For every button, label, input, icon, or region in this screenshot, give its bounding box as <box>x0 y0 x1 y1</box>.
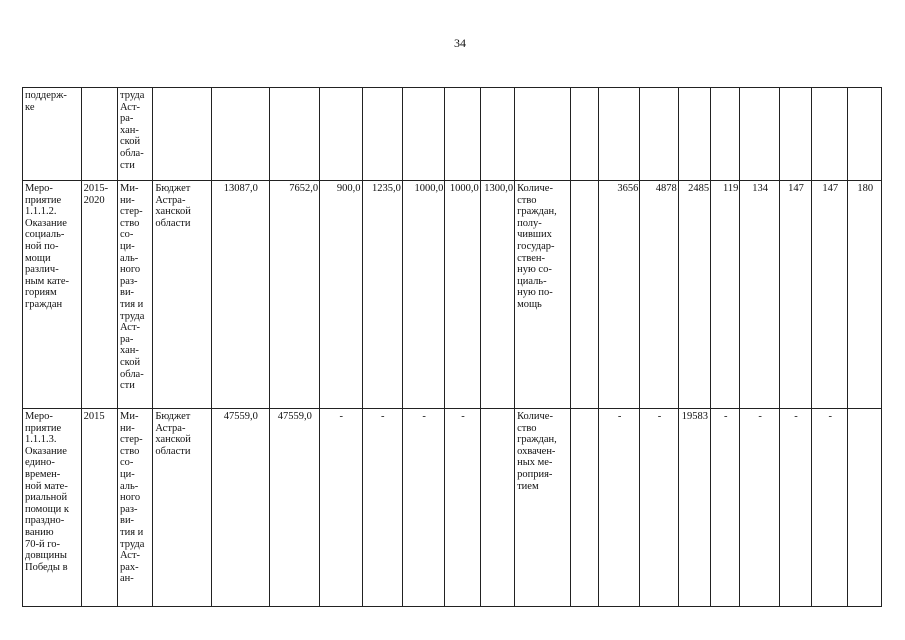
executor-cell: труда Аст- ра- хан- ской обла- сти <box>117 88 152 181</box>
target-cell: - <box>598 409 639 607</box>
executor-cell: Ми- ни- стер- ство со- ци- аль- ного раз- ви- тия и труда Аст- ра- хан- ской обла- сти <box>117 181 152 409</box>
indicator-cell <box>515 88 571 181</box>
base-value-cell <box>570 181 598 409</box>
target-cell <box>848 88 882 181</box>
amount-2015-cell <box>269 88 320 181</box>
activity-name-cell: Меро- приятие 1.1.1.3. Оказание едино- времен- ной мате- риальной помощи к праздно- ванию 70-й го- довщины Победы в <box>23 409 82 607</box>
target-cell <box>812 88 848 181</box>
amount-2020-cell <box>480 88 514 181</box>
amount-2016-cell: 900,0 <box>320 181 362 409</box>
target-cell: 119 <box>711 181 740 409</box>
target-cell <box>598 88 639 181</box>
target-cell: - <box>812 409 848 607</box>
target-cell <box>711 88 740 181</box>
target-cell <box>640 88 678 181</box>
amount-2016-cell: - <box>320 409 362 607</box>
funding-source-cell <box>153 88 212 181</box>
indicator-cell: Количе- ство граждан, охвачен- ных ме- роприя- тием <box>515 409 571 607</box>
amount-2015-cell: 47559,0 <box>269 409 320 607</box>
amount-2019-cell <box>445 88 480 181</box>
target-cell: - <box>711 409 740 607</box>
target-cell: - <box>740 409 779 607</box>
activity-name-cell: поддерж- ке <box>23 88 82 181</box>
base-value-cell <box>570 88 598 181</box>
amount-2019-cell: 1000,0 <box>445 181 480 409</box>
amount-2019-cell: - <box>445 409 480 607</box>
funding-source-cell: Бюджет Астра- ханской области <box>153 181 212 409</box>
target-cell: 147 <box>779 181 811 409</box>
years-cell: 2015 <box>81 409 117 607</box>
base-value-cell <box>570 409 598 607</box>
target-cell: 4878 <box>640 181 678 409</box>
funding-source-cell: Бюджет Астра- ханской области <box>153 409 212 607</box>
target-cell: 180 <box>848 181 882 409</box>
target-cell: 147 <box>812 181 848 409</box>
table-row <box>23 409 882 607</box>
amount-2017-cell: - <box>362 409 402 607</box>
amount-2018-cell: 1000,0 <box>402 181 444 409</box>
target-cell: - <box>640 409 678 607</box>
amount-2015-cell: 7652,0 <box>269 181 320 409</box>
target-cell <box>678 88 710 181</box>
years-cell <box>81 88 117 181</box>
target-cell <box>779 88 811 181</box>
amount-2018-cell <box>402 88 444 181</box>
indicator-cell: Количе- ство граждан, полу- чивших государ- ствен- ную со- циаль- ную по- мощь <box>515 181 571 409</box>
amount-total-cell: 13087,0 <box>211 181 269 409</box>
target-cell <box>740 88 779 181</box>
table-row <box>23 88 882 181</box>
amount-2017-cell <box>362 88 402 181</box>
amount-total-cell <box>211 88 269 181</box>
amount-2020-cell <box>480 409 514 607</box>
amount-2016-cell <box>320 88 362 181</box>
target-cell <box>848 409 882 607</box>
page-number: 34 <box>454 36 466 50</box>
target-cell: 19583 <box>678 409 710 607</box>
years-cell: 2015- 2020 <box>81 181 117 409</box>
target-cell: 2485 <box>678 181 710 409</box>
amount-total-cell: 47559,0 <box>211 409 269 607</box>
program-activities-table <box>22 87 882 607</box>
amount-2020-cell: 1300,0 <box>480 181 514 409</box>
amount-2018-cell: - <box>402 409 444 607</box>
activity-name-cell: Меро- приятие 1.1.1.2. Оказание социаль- ной по- мощи различ- ным кате- гориям граждан <box>23 181 82 409</box>
table-row <box>23 181 882 409</box>
target-cell: 3656 <box>598 181 639 409</box>
target-cell: 134 <box>740 181 779 409</box>
amount-2017-cell: 1235,0 <box>362 181 402 409</box>
executor-cell: Ми- ни- стер- ство со- ци- аль- ного раз- ви- тия и труда Аст- рах- ан- <box>117 409 152 607</box>
target-cell: - <box>779 409 811 607</box>
